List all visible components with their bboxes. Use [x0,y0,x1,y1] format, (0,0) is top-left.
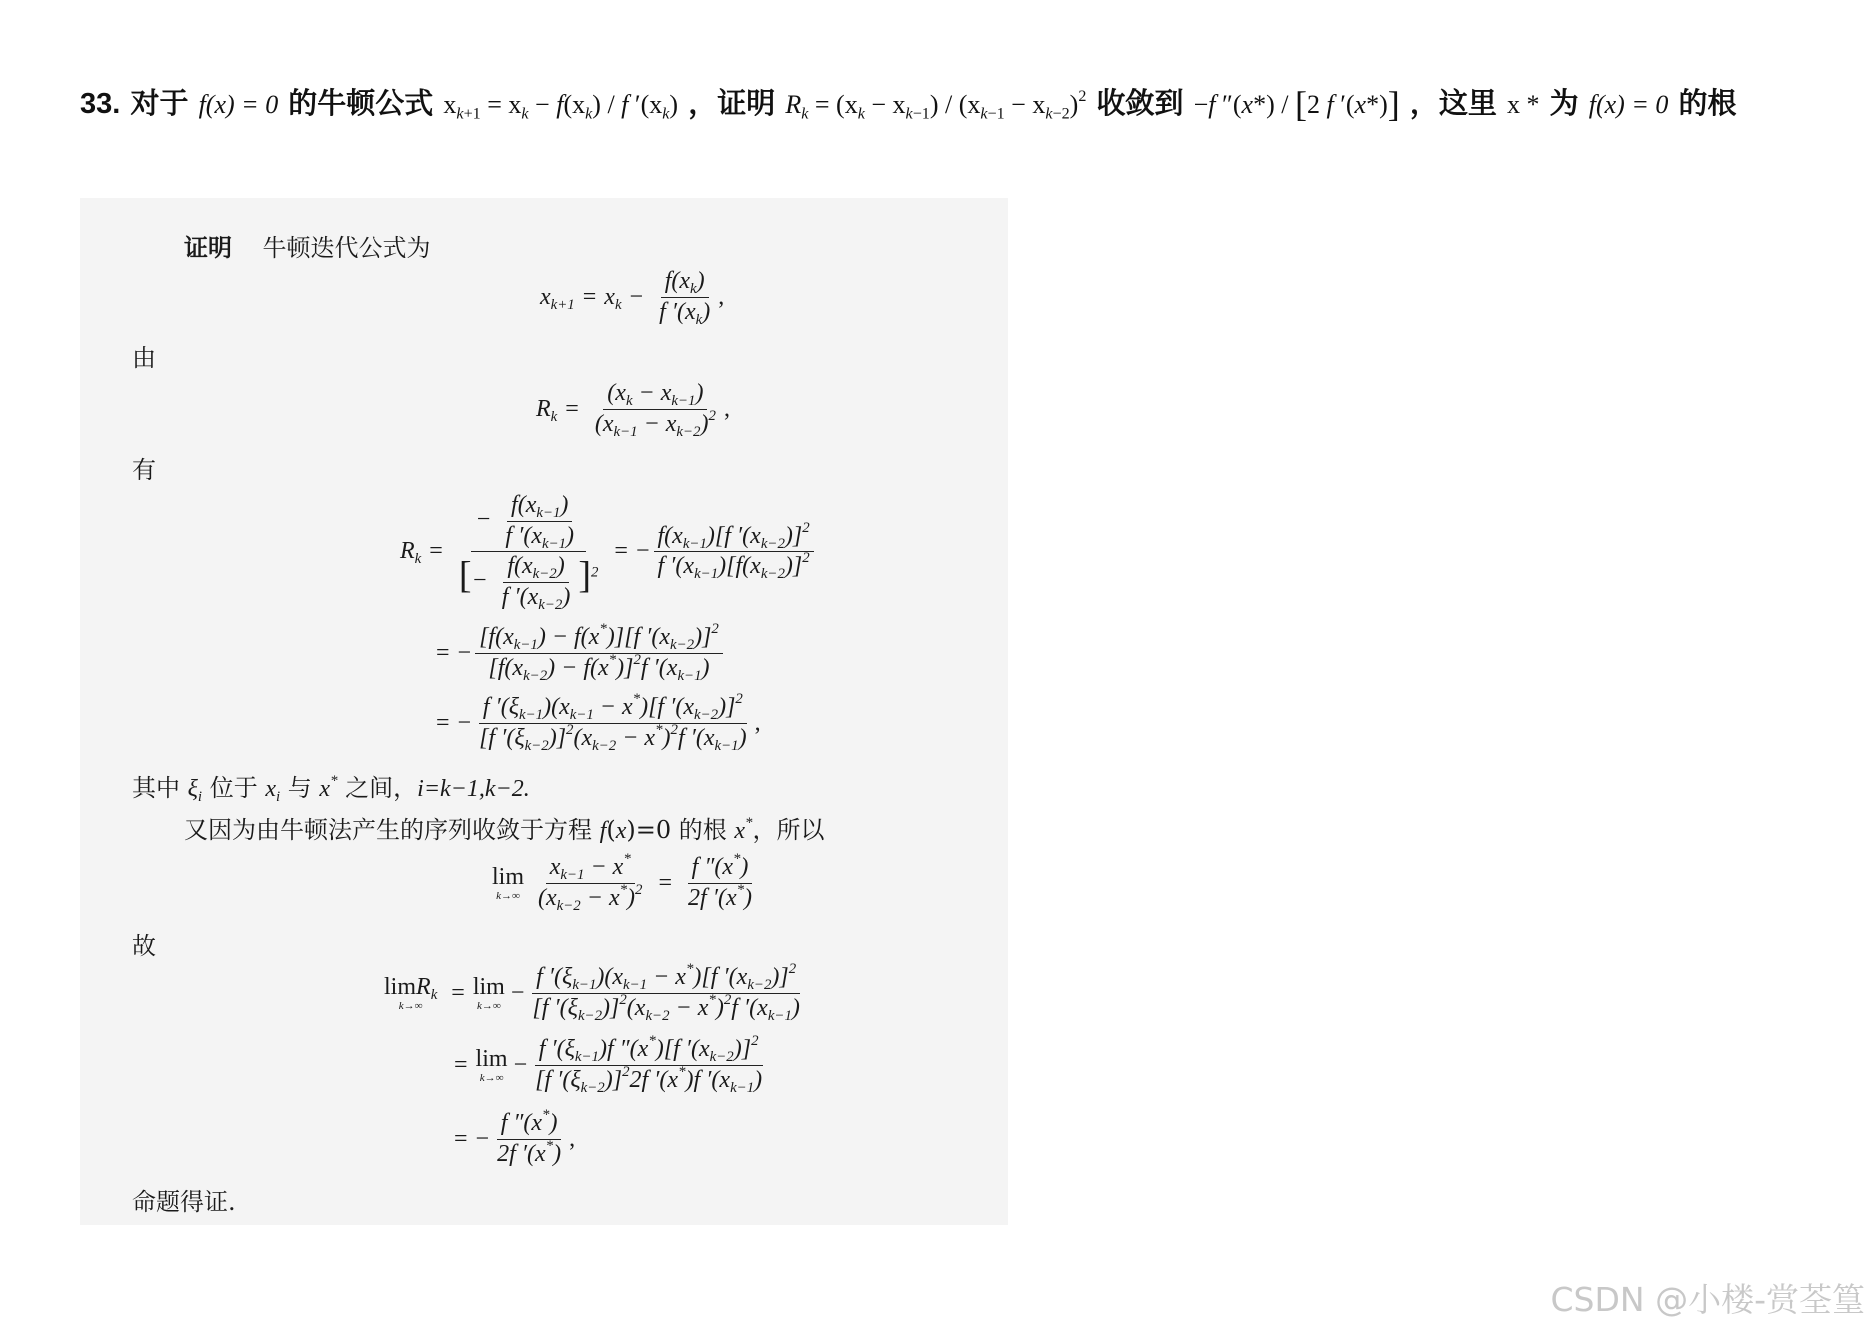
proof-cond: i=k−1,k−2. [417,776,530,802]
problem-number: 33. [80,88,121,120]
proof-has: 有 [132,456,156,484]
rk-definition-equation: $R_k$ = $\frac{(x_k - x_{k-1})}{(x_{k-1} - x_{k-2})^2}$ , [536,380,730,440]
rk-expansion-step-1: $R_k$ = − $\frac{f(x_{k-1})}{f '(x_{k-1})}$ [− $\frac{f(x_{k-2})}{f '(x_{k-2})}$ ]$^2$ = − $\frac{f(x_{k-1})[f '(x_{k-2})]^2}{f '(x_{k-1})[f(x_{k-2})]^2}$ [400,492,818,611]
proof-between: 之间， [345,774,418,802]
proof-you: 由 [132,344,156,372]
problem-statement [80,78,1860,130]
rk-expansion-step-3: = − $\frac{f '(\xi_{k-1})(x_{k-1} - x^*)[f '(x_{k-2})]^2}{[f '(\xi_{k-2})]^2(x_{k-2} - x^*)^2f '(x_{k-1})}$ , [436,690,761,754]
problem-text-1: 对于 [130,86,189,120]
csdn-watermark: CSDN @小楼-赏荃篁 [1550,1280,1865,1319]
proof-gu: 故 [132,932,156,960]
problem-text-7: 的根 [1678,86,1737,120]
proof-mvt-line: 其中 $\xi_i$ 位于 $x_i$ 与 x* 之间，i=k−1,k−2. [132,772,530,806]
problem-text-2: 的牛顿公式 [288,86,434,120]
proof-also2: 的根 [678,816,727,844]
newton-iteration-equation: $x_{k+1}$ = $x_k$ − $\frac{f(x_k)}{f '(x_k)}$ , [540,268,725,328]
proof-convergence-line: 又因为由牛顿法产生的序列收敛于方程 f(x)=0 的根 x*，所以 [184,814,825,844]
problem-text-6: 为 [1549,86,1579,120]
proof-intro-line [184,228,431,263]
problem-text-5: ，这里 [1409,86,1497,120]
problem-text-3: ，证明 [688,86,776,120]
problem-equation-fx0-2: f(x) = 0 [1588,90,1669,119]
proof-where: 其中 [132,774,180,802]
limit-rk-step-2: = lim k→∞ − $\frac{f '(\xi_{k-1})f ''(x^*)[f '(x_{k-2})]^2}{[f '(\xi_{k-2})]^22f '(x^*)f '(x_{k-1})}$ [454,1032,763,1096]
limit-ratio-equation: lim k→∞ $\frac{x_{k-1} - x^*}{(x_{k-2} - x^*)^2}$ = $\frac{f ''(x^*)}{2f '(x^*)}$ [492,850,753,914]
problem-limit-expression: −f ″(x*) / [2 f ′(x*)] [1193,84,1400,124]
proof-label: 证明 [184,234,232,262]
limit-rk-step-1: limR$_k$ k→∞ = lim k→∞ − $\frac{f '(\xi_{k-1})(x_{k-1} - x^*)[f '(x_{k-2})]^2}{[f '(\xi_{k-2})]^2(x_{k-2} - x^*)^2f '(x_{k-1})}$ [384,960,800,1024]
problem-rk-definition: $R_k = (x_k - x_{k-1}) / (x_{k-1} - x_{k-2})^2$ [785,87,1087,123]
problem-newton-formula: $x_{k+1} = x_k - f(x_k) / f$ $'(x_k)$ [443,90,679,123]
proof-conclusion: 命题得证. [132,1188,236,1216]
limit-rk-result: = − $\frac{f ''(x^*)}{2f '(x^*)}$ , [454,1106,576,1167]
proof-yu: 与 [287,774,312,802]
proof-lies: 位于 [209,774,258,802]
proof-intro-text: 牛顿迭代公式为 [262,234,431,262]
problem-text-4: 收敛到 [1096,86,1184,120]
rk-expansion-step-2: = − $\frac{[f(x_{k-1}) - f(x^*)][f '(x_{k-2})]^2}{[f(x_{k-2}) - f(x^*)]^2f '(x_{k-1})}$ [436,624,727,682]
proof-panel [80,198,1008,1225]
problem-equation-fx0: f(x) = 0 [198,90,279,119]
problem-xstar: x * [1507,90,1540,119]
proof-suoyi: ，所以 [752,816,825,844]
proof-also: 又因为由牛顿法产生的序列收敛于方程 [184,816,592,844]
